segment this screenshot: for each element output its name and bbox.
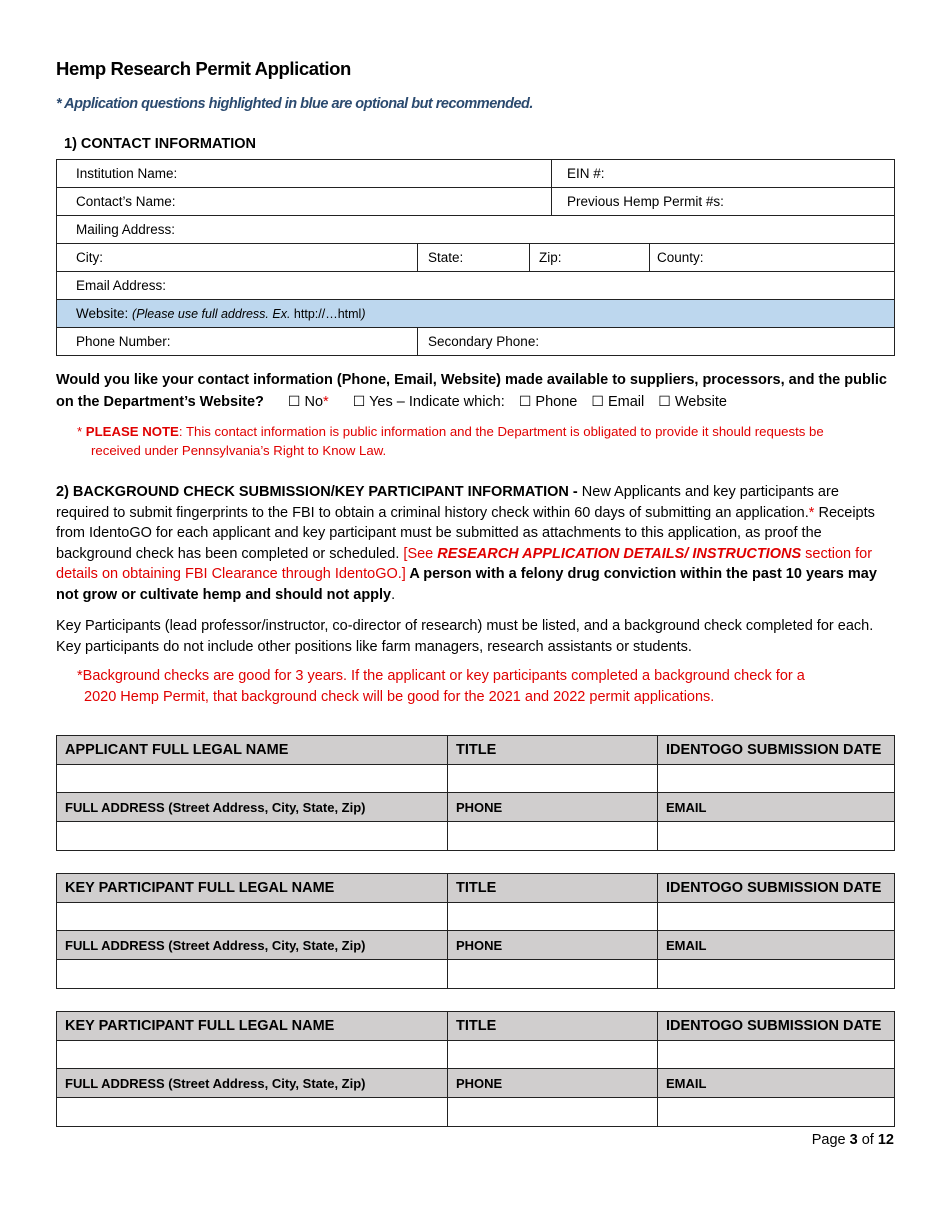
county-field[interactable]: County: xyxy=(650,244,895,272)
see-prefix: [See xyxy=(403,545,438,562)
applicant-email-input[interactable] xyxy=(658,822,895,851)
kp1-name-input[interactable] xyxy=(57,902,448,931)
no-checkbox[interactable]: ☐ xyxy=(287,393,301,409)
validity-note-2: 2020 Hemp Permit, that background check will be good for the 2021 and 2022 permit applications. xyxy=(84,688,715,705)
kp1-title-input[interactable] xyxy=(448,902,658,931)
secondary-phone-field[interactable]: Secondary Phone: xyxy=(418,328,895,356)
website-field[interactable] xyxy=(57,300,895,328)
website-label: Website xyxy=(674,394,727,410)
kp2-email-input[interactable] xyxy=(658,1098,895,1127)
no-label: No xyxy=(304,394,324,410)
validity-note-1: *Background checks are good for 3 years. If the applicant or key participants completed a background check for a xyxy=(77,668,805,684)
kp2-phone-input[interactable] xyxy=(448,1098,658,1127)
applicant-date-header: IDENTOGO SUBMISSION DATE xyxy=(658,736,895,765)
public-info-note xyxy=(77,422,894,460)
applicant-title-input[interactable] xyxy=(448,764,658,793)
website-close: ) xyxy=(361,307,366,321)
applicant-title-header: TITLE xyxy=(448,736,658,765)
note-text-2: received under Pennsylvania’s Right to Know Law. xyxy=(91,443,387,458)
website-hint: (Please use full address. Ex. xyxy=(132,307,294,321)
institution-name-field[interactable]: Institution Name: xyxy=(57,160,552,188)
background-text-2: Receipts from IdentoGO for each applicant and key participant must be submitted as attachments to this application, as proof the background check has been completed or scheduled. xyxy=(56,504,875,562)
kp1-address-header: FULL ADDRESS (Street Address, City, State, Zip) xyxy=(57,931,448,960)
key-participant-table-2 xyxy=(56,1011,895,1127)
applicant-address-header: FULL ADDRESS (Street Address, City, State, Zip) xyxy=(57,793,448,822)
mailing-address-field[interactable]: Mailing Address: xyxy=(57,216,895,244)
page-prefix: Page xyxy=(811,1132,850,1148)
note-text: : This contact information is public information and the Department is obligated to provide it should requests be xyxy=(178,424,824,439)
kp2-address-input[interactable] xyxy=(57,1098,448,1127)
no-asterisk: * xyxy=(323,394,329,410)
website-example: http://…html xyxy=(293,307,362,321)
page-title: Hemp Research Permit Application xyxy=(56,58,351,79)
applicant-date-input[interactable] xyxy=(658,764,895,793)
key-participants-text: Key Participants (lead professor/instructor, co-director of research) must be listed, and a background check completed for each. Key participants do not include other positions like farm managers, research assistants or students. xyxy=(56,618,874,655)
applicant-email-header: EMAIL xyxy=(658,793,895,822)
kp1-title-header: TITLE xyxy=(448,874,658,903)
phone-checkbox[interactable]: ☐ xyxy=(518,393,532,409)
page-number xyxy=(812,1132,894,1148)
applicant-table xyxy=(56,735,895,851)
optional-note: * Application questions highlighted in blue are optional but recommended. xyxy=(56,96,533,112)
key-participant-table-1 xyxy=(56,873,895,989)
kp1-date-input[interactable] xyxy=(658,902,895,931)
applicant-name-header: APPLICANT FULL LEGAL NAME xyxy=(57,736,448,765)
kp2-title-header: TITLE xyxy=(448,1012,658,1041)
kp1-name-header: KEY PARTICIPANT FULL LEGAL NAME xyxy=(57,874,448,903)
kp2-name-input[interactable] xyxy=(57,1040,448,1069)
yes-checkbox[interactable]: ☐ xyxy=(352,393,366,409)
kp1-phone-header: PHONE xyxy=(448,931,658,960)
page-current: 3 xyxy=(849,1132,858,1148)
previous-permits-field[interactable]: Previous Hemp Permit #s: xyxy=(552,188,895,216)
applicant-phone-input[interactable] xyxy=(448,822,658,851)
kp1-email-input[interactable] xyxy=(658,960,895,989)
note-prefix: * xyxy=(77,424,86,439)
website-checkbox[interactable]: ☐ xyxy=(658,393,671,409)
background-check-section xyxy=(56,482,894,605)
page-total: 12 xyxy=(877,1132,894,1148)
background-validity-note xyxy=(77,666,894,707)
background-heading: 2) BACKGROUND CHECK SUBMISSION/KEY PARTICIPANT INFORMATION - xyxy=(56,484,582,500)
email-checkbox[interactable]: ☐ xyxy=(591,393,604,409)
state-field[interactable]: State: xyxy=(418,244,530,272)
background-asterisk: * xyxy=(808,504,815,521)
city-field[interactable]: City: xyxy=(57,244,418,272)
kp1-phone-input[interactable] xyxy=(448,960,658,989)
see-instructions-link: RESEARCH APPLICATION DETAILS/ INSTRUCTIONS xyxy=(437,545,802,562)
kp2-phone-header: PHONE xyxy=(448,1069,658,1098)
kp1-address-input[interactable] xyxy=(57,960,448,989)
kp1-date-header: IDENTOGO SUBMISSION DATE xyxy=(658,874,895,903)
question-text: Would you like your contact information (Phone, Email, Website) made available to suppliers, processors, and the public on the Department’s Website? xyxy=(56,372,887,410)
zip-field[interactable]: Zip: xyxy=(530,244,650,272)
kp2-date-header: IDENTOGO SUBMISSION DATE xyxy=(658,1012,895,1041)
page-of: of xyxy=(857,1132,878,1148)
yes-label: Yes – Indicate which: xyxy=(369,394,505,410)
phone-field[interactable]: Phone Number: xyxy=(57,328,418,356)
kp2-date-input[interactable] xyxy=(658,1040,895,1069)
kp2-name-header: KEY PARTICIPANT FULL LEGAL NAME xyxy=(57,1012,448,1041)
applicant-address-input[interactable] xyxy=(57,822,448,851)
public-info-question xyxy=(56,370,894,413)
felony-period: . xyxy=(391,586,396,603)
applicant-phone-header: PHONE xyxy=(448,793,658,822)
contact-name-field[interactable]: Contact’s Name: xyxy=(57,188,552,216)
note-strong: PLEASE NOTE xyxy=(85,424,179,439)
background-text-1: New Applicants and key participants are required to submit fingerprints to the FBI to obtain a criminal history check within 60 days of submitting an application. xyxy=(56,484,839,521)
kp2-title-input[interactable] xyxy=(448,1040,658,1069)
kp2-email-header: EMAIL xyxy=(658,1069,895,1098)
website-label: Website: xyxy=(76,306,133,321)
kp1-email-header: EMAIL xyxy=(658,931,895,960)
kp2-address-header: FULL ADDRESS (Street Address, City, State, Zip) xyxy=(57,1069,448,1098)
email-label: Email xyxy=(607,394,645,410)
contact-info-table xyxy=(56,159,895,356)
felony-warning: A person with a felony drug conviction within the past 10 years may not grow or cultivate hemp and should not apply xyxy=(56,566,877,603)
email-field[interactable]: Email Address: xyxy=(57,272,895,300)
phone-label: Phone xyxy=(535,394,578,410)
contact-section-title: 1) CONTACT INFORMATION xyxy=(64,136,256,152)
applicant-name-input[interactable] xyxy=(57,764,448,793)
ein-field[interactable]: EIN #: xyxy=(552,160,895,188)
see-suffix: section for details on obtaining FBI Clearance through IdentoGO.] xyxy=(56,545,873,582)
